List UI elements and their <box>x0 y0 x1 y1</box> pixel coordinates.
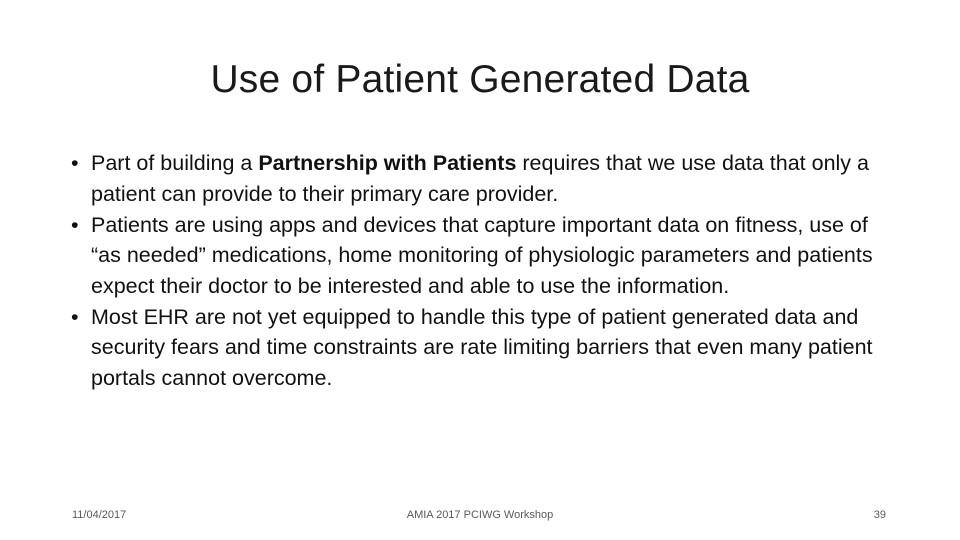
bullet-text-start: Part of building a <box>91 151 259 175</box>
bullet-list <box>66 148 886 394</box>
bullet-text-bold: Partnership with Patients <box>258 151 517 175</box>
bullet-item <box>66 210 886 302</box>
bullet-text: Patients are using apps and devices that capture important data on fitness, use of “as needed” medications, home monitoring of physiologic parameters and patients expect their doctor to be interested and able to use the information. <box>91 212 873 298</box>
slide-title: Use of Patient Generated Data <box>210 58 750 101</box>
bullet-item <box>66 148 886 209</box>
bullet-item <box>66 302 886 394</box>
bullet-marker: • <box>71 151 79 175</box>
bullet-text: Most EHR are not yet equipped to handle this type of patient generated data and security fears and time constraints are rate limiting barriers that even many patient portals cannot overcome. <box>91 304 873 390</box>
footer-center-text: AMIA 2017 PCIWG Workshop <box>406 509 554 521</box>
bullet-text-end: requires that we use data that only a patient can provide to their primary care provider. <box>91 151 869 206</box>
bullet-marker: • <box>71 212 79 237</box>
footer-page-number: 39 <box>873 509 886 521</box>
bullet-marker: • <box>71 304 79 329</box>
footer-date: 11/04/2017 <box>72 509 127 521</box>
